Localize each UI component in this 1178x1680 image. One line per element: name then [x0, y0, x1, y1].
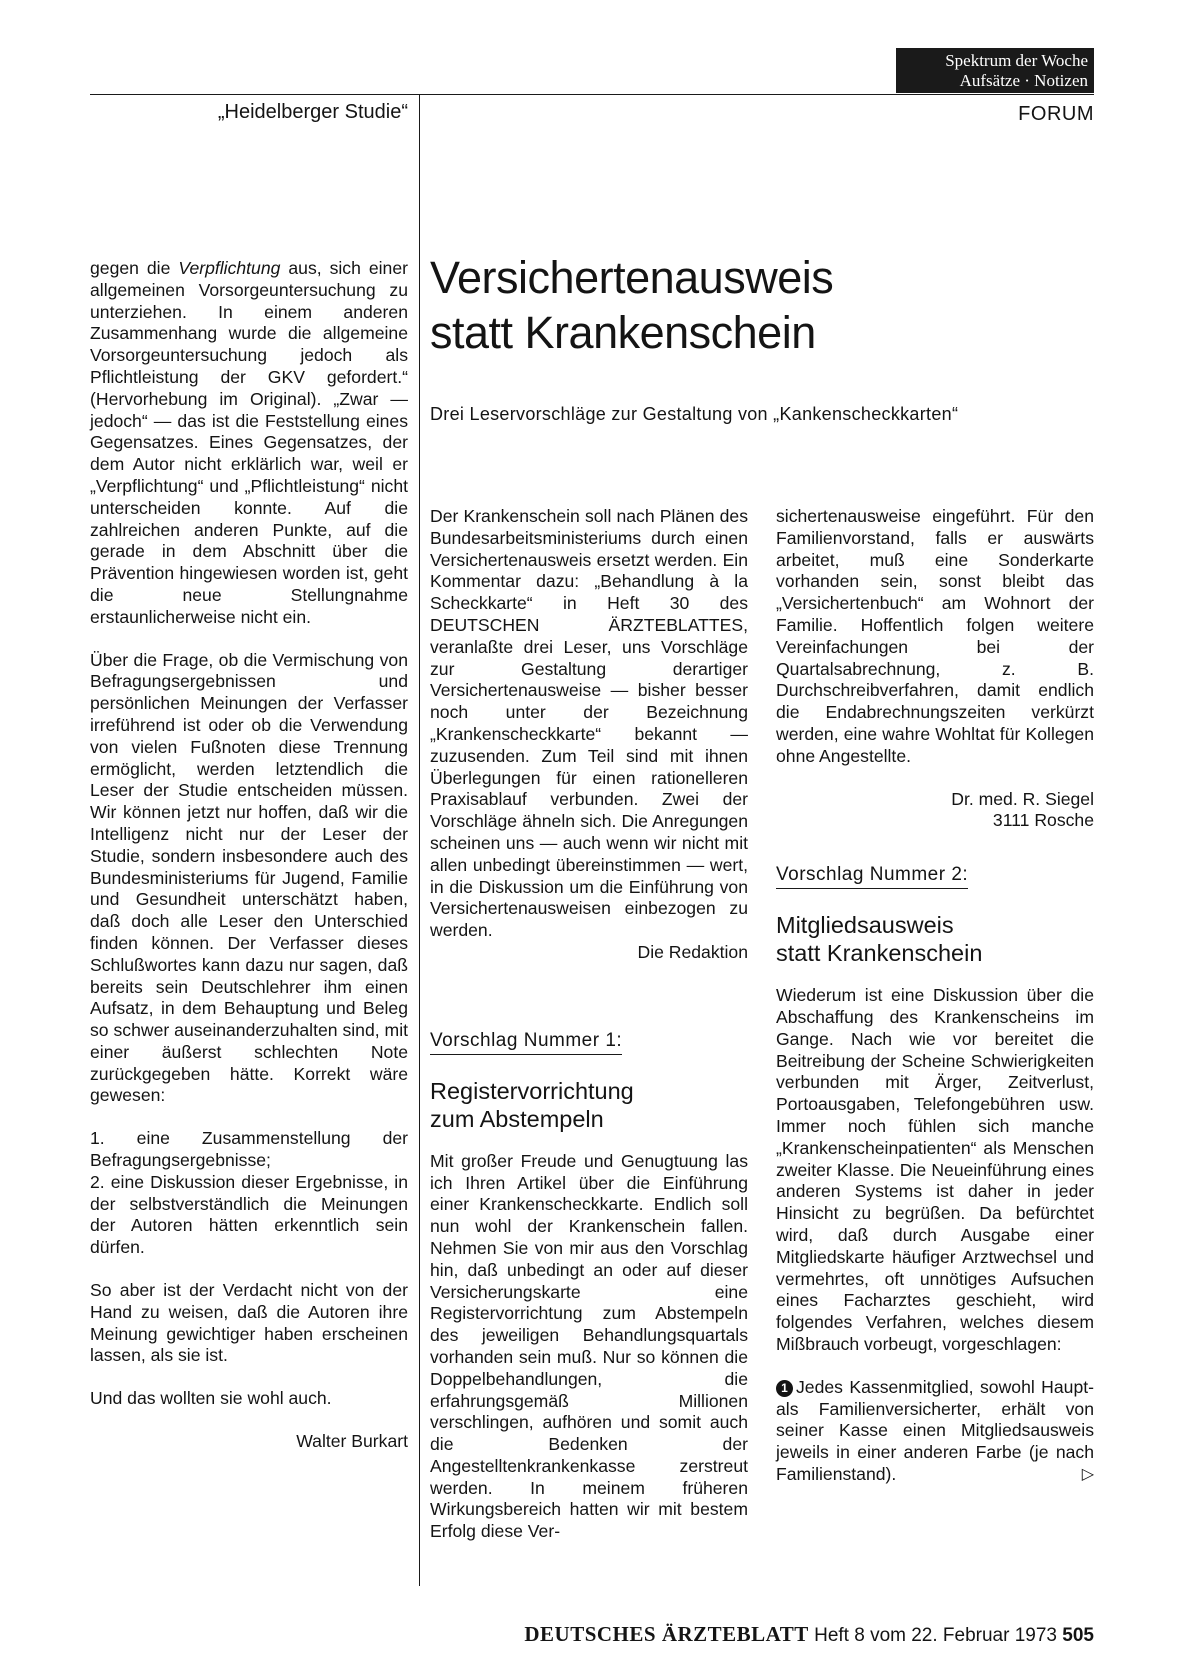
paragraph: gegen die Verpflichtung aus, sich einer allgemeinen Vorsorgeuntersuchung zu unterziehen. In einem anderen Zusammenhang wurde die allgemeine Vorsorgeuntersuchung jedoch als Pflichtleistung der GKV gefordert.“ (Hervorhebung im Original). „Zwar — jedoch“ — das ist die Feststellung eines Gegensatzes. Eines Gegensatzes, der dem Autor nicht erklärlich war, weil er „Verpflichtung“ und „Pflichtleistung“ nicht unterscheiden konnte. Auf die zahlreichen anderen Punkte, auf die gerade in dem Abschnitt über die Prävention hingewiesen worden ist, geht die neue Stellungnahme erstaunlicherweise nicht ein. — [90, 258, 408, 627]
publication-name: DEUTSCHES ÄRZTEBLATT — [524, 1622, 809, 1646]
kicker-line-2: Aufsätze · Notizen — [959, 71, 1088, 90]
left-column-text — [90, 258, 408, 1474]
paragraph: Und das wollten sie wohl auch. — [90, 1388, 332, 1409]
intro-paragraph: Der Krankenschein soll nach Plänen des Bundesarbeitsministeriums durch einen Versichertenausweis ersetzt werden. Ein Kommentar dazu: „Behandlung à la Scheckkarte“ in Heft 30 des DEUTSCHEN ÄRZTEBLATTES, veranlaßte drei Leser, uns Vorschläge zur Gestaltung derartiger Versichertenausweise — bisher besser noch unter der Bezeichnung „Krankenscheckkarte“ bekannt — zuzusenden. Zum Teil sind mit ihnen Überlegungen für einen rationelleren Praxisablauf verbunden. Zwei der Vorschläge ähneln sich. Die Anregungen scheinen uns — auch wenn wir nicht mit allen unbedingt übereinstimmen — wert, in die Diskussion um die Einführung von Versichertenausweisen einbezogen zu werden. — [430, 506, 748, 941]
proposal-1-heading: Registervorrichtung zum Abstempeln — [430, 1077, 634, 1132]
proposal-1-continued: sichertenausweise eingeführt. Für den Familienvorstand, falls er auswärts arbeitet, muß eine Sonderkarte vorhanden sein, sonst bleibt das „Versichertenbuch“ am Wohnort der Familie. Hoffentlich folgen weitere Vereinfachungen bei der Quartalsabrechnung, z. B. Durchschreibverfahren, damit endlich die Endabrechnungszeiten verkürzt werden, eine wahre Wohltat für Kollegen ohne Angestellte. — [776, 506, 1094, 766]
proposal-1-label: Vorschlag Nummer 1: — [430, 1029, 622, 1055]
left-column-title: „Heidelberger Studie“ — [217, 101, 408, 123]
section-label-forum: FORUM — [1018, 103, 1094, 125]
proposal-2-body: Wiederum ist eine Diskussion über die Abschaffung des Krankenscheins im Gange. Nach wie vor bereitet die Beitreibung der Scheine Schwierigkeiten verbunden mit Ärger, Zeitverlust, Portoausgaben, Telefongebühren usw. Immer noch fühlen sich manche „Krankenscheinpatienten“ als Menschen zweiter Klasse. Die Neueinführung eines anderen Systems ist daher in jeder Hinsicht zu begrüßen. Da befürchtet wird, daß durch Ausgabe einer Mitgliedskarte häufiger Arztwechsel und vermehrtes, oft unnötiges Aufsuchen eines Facharztes geschieht, wird folgendes Verfahren, welches diesem Mißbrauch vorbeugt, vorgeschlagen: — [776, 985, 1094, 1354]
proposal-2-heading: Mitgliedsausweis statt Krankenschein — [776, 912, 983, 967]
middle-column-text — [430, 506, 748, 1543]
continued-arrow-icon: ▷ — [1081, 1465, 1094, 1483]
page-footer — [430, 1622, 1094, 1648]
number-one-icon: 1 — [776, 1380, 793, 1397]
proposal-2-item-1: 1 Jedes Kassenmitglied, sowohl Haupt- als Familienversicherter, erhält von seiner Kasse einen Mitgliedsausweis jeweils in einer anderen Farbe (je nach Familienstand). ▷ — [776, 1376, 1094, 1484]
article-title: Versichertenausweis statt Krankenschein — [430, 252, 834, 358]
column-divider — [419, 94, 420, 1586]
proposal-1-body: Mit großer Freude und Genugtuung las ich Ihren Artikel über die Einführung einer Krankenscheckkarte. Endlich soll nun wohl der Krankenschein fallen. Nehmen Sie von mir aus den Vorschlag hin, daß unbedingt an oder auf dieser Versicherungskarte eine Registervorrichtung zum Abstempeln des jeweiligen Behandlungsquartals vorhanden sein muß. Nur so können die Doppelbehandlungen, die erfahrungsgemäß Millionen verschlingen, aufhören und somit auch die Bedenken der Angestelltenkrankenkasse zerstreut werden. In meinem früheren Wirkungsbereich hatten wir mit bestem Erfolg diese Ver- — [430, 1150, 748, 1542]
section-kicker-box — [896, 48, 1094, 93]
page-number: 505 — [1062, 1625, 1094, 1646]
paragraph: So aber ist der Verdacht nicht von der Hand zu weisen, daß die Autoren ihre Meinung gewichtiger haben erscheinen lassen, als sie ist. — [90, 1280, 408, 1366]
header-rule — [90, 94, 1094, 95]
emphasis: Verpflichtung — [178, 258, 281, 278]
article-deck: Drei Leservorschläge zur Gestaltung von „Kankenscheckkarten“ — [430, 404, 959, 424]
proposal-1-author: Dr. med. R. Siegel 3111 Rosche — [951, 788, 1094, 831]
list-item: 1. eine Zusammenstellung der Befragungsergebnisse; — [90, 1128, 408, 1171]
issue-info: Heft 8 vom 22. Februar 1973 — [814, 1625, 1058, 1646]
author-signature: Walter Burkart — [296, 1431, 408, 1452]
list-item: 2. eine Diskussion dieser Ergebnisse, in der selbstverständlich die Meinungen der Autoren hätten erkenntlich sein dürfen. — [90, 1171, 408, 1258]
paragraph: Über die Frage, ob die Vermischung von Befragungsergebnissen und persönlichen Meinungen der Verfasser irreführend ist oder ob die Verwendung von vielen Fußnoten diese Trennung ermöglicht, werden letztendlich die Leser der Studie entscheiden müssen. Wir können jetzt nur hoffen, daß wir die Intelligenz nicht nur der Leser der Studie, sondern insbesondere auch des Bundesministeriums für Jugend, Familie und Gesundheit unterschätzt haben, daß doch alle Leser den Unterschied finden können. Der Verfasser dieses Schlußwortes kann dazu nur sagen, daß bereits sein Deutschlehrer ihm einen Aufsatz, in dem Behauptung und Beleg so schwer auseinanderzuhalten sind, mit einer äußerst schlechten Note zurückgegeben hätte. Korrekt wäre gewesen: — [90, 649, 408, 1106]
proposal-2-label: Vorschlag Nummer 2: — [776, 863, 968, 889]
kicker-line-1: Spektrum der Woche — [945, 51, 1088, 70]
editorial-credit: Die Redaktion — [637, 941, 748, 962]
right-column-text — [776, 506, 1094, 1486]
